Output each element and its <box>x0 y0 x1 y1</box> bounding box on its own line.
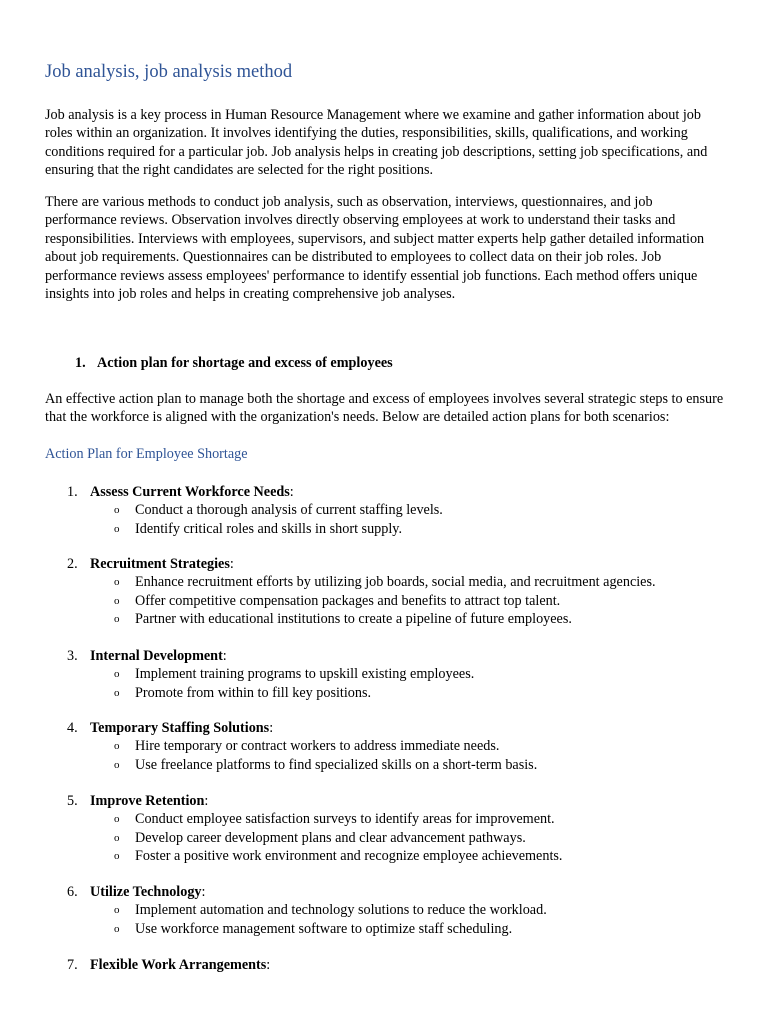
bullet-text: Implement automation and technology solutions to reduce the workload. <box>135 902 547 919</box>
step-number: 1. <box>67 484 78 500</box>
bullet-text: Hire temporary or contract workers to address immediate needs. <box>135 738 500 755</box>
list-item <box>67 719 537 774</box>
step-heading <box>67 719 537 737</box>
list-item <box>67 956 270 974</box>
bullet-text: Use freelance platforms to find specialized skills on a short-term basis. <box>135 756 538 773</box>
bullet-marker-icon: o <box>114 522 120 535</box>
bullet-marker-icon: o <box>114 850 120 863</box>
step-number: 4. <box>67 720 78 736</box>
bullet-marker-icon: o <box>114 613 120 626</box>
step-label: Temporary Staffing Solutions <box>90 720 270 736</box>
bullet-marker-icon: o <box>114 922 120 935</box>
bullet-item <box>67 829 562 847</box>
bullet-text: Promote from within to fill key positions. <box>135 684 372 701</box>
bullet-text: Partner with educational institutions to create a pipeline of future employees. <box>135 611 572 628</box>
step-label: Internal Development <box>90 648 223 664</box>
bullet-text: Use workforce management software to optimize staff scheduling. <box>135 920 513 937</box>
step-label-suffix: : <box>229 556 234 572</box>
methods-paragraph: There are various methods to conduct job analysis, such as observation, interviews, questionnaires, and job performance reviews. Observation involves directly observing employees at work to understand their tasks and responsibilities. Interviews with employees, supervisors, and subject matter experts help gather detailed information about job requirements. Questionnaires can be distributed to employees to collect data on their job roles. Job performance reviews assess employees' performance to identify essential job functions. Each method offers unique insights into job roles and helps in creating comprehensive job analyses. <box>45 194 705 303</box>
list-item <box>67 883 547 938</box>
bullet-list <box>67 810 562 865</box>
step-label-suffix: : <box>201 884 206 900</box>
bullet-item <box>67 610 656 628</box>
bullet-text: Enhance recruitment efforts by utilizing job boards, social media, and recruitment agencies. <box>135 574 656 591</box>
step-label: Assess Current Workforce Needs <box>90 484 290 500</box>
bullet-list <box>67 901 547 938</box>
bullet-item <box>67 756 537 774</box>
bullet-item <box>67 501 443 519</box>
bullet-marker-icon: o <box>114 576 120 589</box>
step-number: 5. <box>67 793 78 809</box>
bullet-text: Conduct employee satisfaction surveys to identify areas for improvement. <box>135 811 555 828</box>
step-heading <box>67 483 443 501</box>
bullet-item <box>67 520 443 538</box>
bullet-text: Conduct a thorough analysis of current staffing levels. <box>135 502 443 519</box>
step-number: 2. <box>67 556 78 572</box>
list-item <box>67 792 562 866</box>
bullet-marker-icon: o <box>114 831 120 844</box>
step-heading <box>67 555 656 573</box>
bullet-text: Develop career development plans and clear advancement pathways. <box>135 829 526 846</box>
bullet-item <box>67 592 656 610</box>
step-heading <box>67 792 562 810</box>
step-label-suffix: : <box>222 648 227 664</box>
bullet-marker-icon: o <box>114 686 120 699</box>
bullet-item <box>67 573 656 591</box>
intro-paragraph: Job analysis is a key process in Human Resource Management where we examine and gather information about job roles within an organization. It involves identifying the duties, responsibilities, skills, qualifications, and working conditions required for a particular job. Job analysis helps in creating job descriptions, setting job specifications, and ensuring that the right candidates are selected for the right positions. <box>45 107 708 179</box>
step-label: Utilize Technology <box>90 884 202 900</box>
bullet-item <box>67 920 547 938</box>
step-label-suffix: : <box>204 793 209 809</box>
step-label-suffix: : <box>269 720 274 736</box>
step-label-suffix: : <box>266 957 271 973</box>
step-number: 6. <box>67 884 78 900</box>
bullet-list <box>67 737 537 774</box>
bullet-marker-icon: o <box>114 740 120 753</box>
step-heading <box>67 647 474 665</box>
bullet-marker-icon: o <box>114 668 120 681</box>
step-label: Flexible Work Arrangements <box>90 957 267 973</box>
list-item <box>67 555 656 629</box>
shortage-subheading: Action Plan for Employee Shortage <box>45 446 248 462</box>
bullet-marker-icon: o <box>114 758 120 771</box>
bullet-marker-icon: o <box>114 904 120 917</box>
step-label: Improve Retention <box>90 793 205 809</box>
step-label: Recruitment Strategies <box>90 556 230 572</box>
bullet-marker-icon: o <box>114 504 120 517</box>
bullet-text: Implement training programs to upskill existing employees. <box>135 666 475 683</box>
list-item <box>67 483 443 538</box>
bullet-item <box>67 737 537 755</box>
section-heading <box>75 355 393 372</box>
section-number: 1. <box>75 355 86 371</box>
bullet-item <box>67 901 547 919</box>
bullet-list <box>67 665 474 702</box>
bullet-text: Identify critical roles and skills in short supply. <box>135 520 403 537</box>
bullet-item <box>67 684 474 702</box>
bullet-item <box>67 810 562 828</box>
step-number: 3. <box>67 648 78 664</box>
bullet-marker-icon: o <box>114 813 120 826</box>
step-label-suffix: : <box>289 484 294 500</box>
section-heading-text: Action plan for shortage and excess of employees <box>97 355 393 371</box>
bullet-list <box>67 573 656 628</box>
bullet-list <box>67 501 443 538</box>
bullet-item <box>67 847 562 865</box>
bullet-marker-icon: o <box>114 594 120 607</box>
bullet-text: Offer competitive compensation packages and benefits to attract top talent. <box>135 592 561 609</box>
step-heading <box>67 956 270 974</box>
document-title: Job analysis, job analysis method <box>45 62 293 82</box>
action-plan-paragraph: An effective action plan to manage both the shortage and excess of employees involves several strategic steps to ensure that the workforce is aligned with the organization's needs. Below are detailed action plans for both scenarios: <box>45 391 724 426</box>
bullet-item <box>67 665 474 683</box>
step-heading <box>67 883 547 901</box>
list-item <box>67 647 474 702</box>
bullet-text: Foster a positive work environment and recognize employee achievements. <box>135 848 563 865</box>
step-number: 7. <box>67 957 78 973</box>
